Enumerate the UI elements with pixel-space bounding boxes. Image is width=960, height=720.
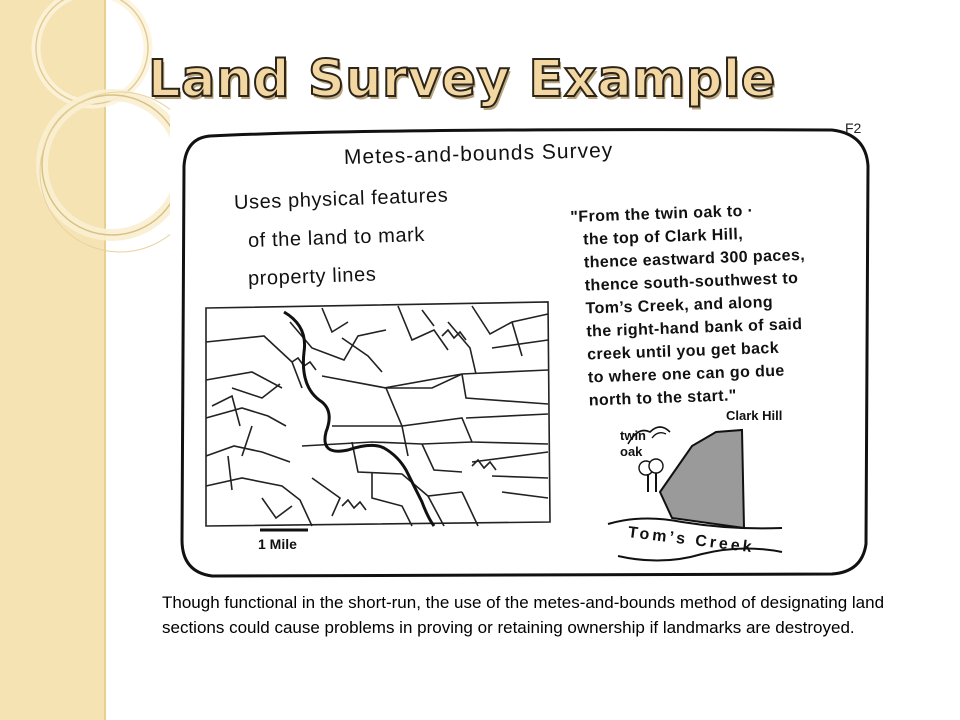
slide-title: Land Survey Example (148, 50, 776, 109)
sidebar-panel (0, 0, 106, 720)
quote-line: the top of Clark Hill, (582, 225, 744, 249)
quote-line: thence eastward 300 paces, (583, 246, 806, 272)
quote-line: north to the start." (588, 387, 738, 410)
quote-line: "From the twin oak to · (570, 202, 754, 226)
slide-caption: Though functional in the short-run, the use of the metes-and-bounds method of designating land sections could cause problems in proving or retaining ownership if landmarks are destroyed. (162, 593, 885, 637)
twin-oak-label-line: oak (620, 444, 643, 459)
twin-oak-label (620, 428, 646, 460)
clark-hill-label: Clark Hill (726, 408, 783, 423)
quote-line: Tom’s Creek, and along (585, 293, 774, 318)
quote-line: thence south-southwest to (584, 270, 799, 295)
twin-oak-label-line: twin (620, 428, 646, 443)
figure-subtitle-line: Uses physical features (233, 184, 449, 214)
quote-line: the right-hand bank of said (586, 315, 803, 341)
figure-subtitle-line: of the land to mark (247, 223, 426, 252)
toms-creek-label: Tom’s Creek (627, 524, 756, 557)
parcel-map (206, 302, 550, 526)
quote-line: to where one can go due (587, 362, 785, 387)
figure-label: F2 (845, 120, 862, 136)
river (284, 312, 434, 526)
scale-label: 1 Mile (258, 536, 297, 552)
figure-subtitle-line: property lines (247, 263, 377, 290)
survey-quote (570, 196, 877, 413)
figure-title: Metes-and-bounds Survey (343, 138, 614, 169)
quote-line: creek until you get back (586, 339, 780, 364)
